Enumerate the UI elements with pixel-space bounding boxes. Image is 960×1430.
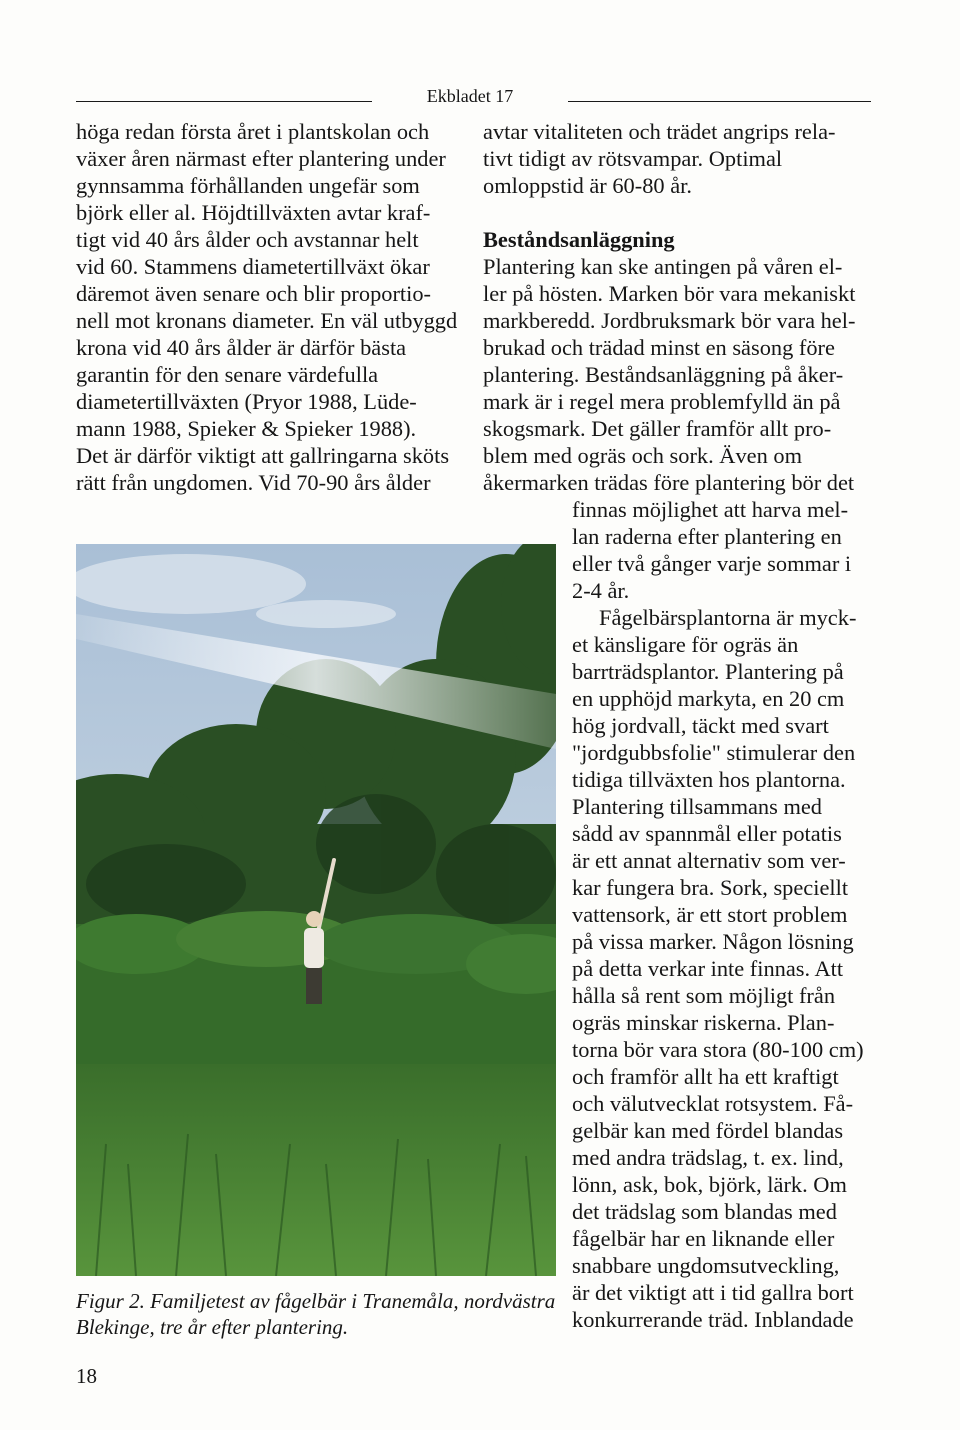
body-line: hög jordvall, täckt med svart: [572, 713, 829, 738]
body-line: gynnsamma förhållanden ungefär som: [76, 173, 420, 198]
body-line: ler på hösten. Marken bör vara mekaniskt: [483, 281, 856, 306]
body-line: finnas möjlighet att harva mel-: [572, 497, 849, 522]
body-line: fågelbär har en liknande eller: [572, 1226, 835, 1251]
left-column: [76, 118, 461, 496]
body-line: ogräs minskar riskerna. Plan-: [572, 1010, 835, 1035]
body-line: konkurrerande träd. Inblandade: [572, 1307, 854, 1332]
right-column-narrow: [572, 496, 872, 1333]
body-line: växer åren närmast efter plantering under: [76, 146, 446, 171]
body-line: med andra trädslag, t. ex. lind,: [572, 1145, 844, 1170]
running-head: Ekbladet 17: [426, 86, 514, 106]
body-line: är ett annat alternativ som ver-: [572, 848, 846, 873]
right-column: [483, 118, 873, 496]
body-line: däremot även senare och blir proportio-: [76, 281, 432, 306]
body-line: Det är därför viktigt att gallringarna sköts: [76, 443, 450, 468]
caption-line: Blekinge, tre år efter plantering.: [76, 1315, 349, 1339]
body-line: lönn, ask, bok, björk, lärk. Om: [572, 1172, 847, 1197]
body-line: vattensork, är ett stort problem: [572, 902, 848, 927]
body-line: omloppstid är 60-80 år.: [483, 173, 692, 198]
body-line: plantering. Beståndsanläggning på åker-: [483, 362, 844, 387]
figure-caption: [76, 1288, 556, 1340]
body-line: och framför allt ha ett kraftigt: [572, 1064, 839, 1089]
body-line: avtar vitaliteten och trädet angrips rela-: [483, 119, 836, 144]
body-line: mann 1988, Spieker & Spieker 1988).: [76, 416, 417, 441]
body-line: en upphöjd markyta, en 20 cm: [572, 686, 845, 711]
body-line: lan raderna efter plantering en: [572, 524, 842, 549]
body-line: på vissa marker. Någon lösning: [572, 929, 854, 954]
body-line: et känsligare för ogräs än: [572, 632, 799, 657]
body-line: mark är i regel mera problemfylld än på: [483, 389, 841, 414]
body-line: skogsmark. Det gäller framför allt pro-: [483, 416, 832, 441]
body-line: det trädslag som blandas med: [572, 1199, 837, 1224]
body-line: blem med ogräs och sork. Även om: [483, 443, 803, 468]
body-line: är det viktigt att i tid gallra bort: [572, 1280, 854, 1305]
body-line: Fågelbärsplantorna är myck-: [599, 605, 857, 630]
body-line: tivt tidigt av rötsvampar. Optimal: [483, 146, 783, 171]
body-line: björk eller al. Höjdtillväxten avtar kraf-: [76, 200, 431, 225]
grass: [76, 1064, 556, 1276]
body-line: eller två gånger varje sommar i: [572, 551, 852, 576]
body-line: "jordgubbsfolie" stimulerar den: [572, 740, 856, 765]
body-line: markberedd. Jordbruksmark bör vara hel-: [483, 308, 856, 333]
body-line: vid 60. Stammens diametertillväxt ökar: [76, 254, 430, 279]
section-heading: Beståndsanläggning: [483, 227, 675, 252]
body-line: garantin för den senare värdefulla: [76, 362, 379, 387]
header-rule-left: [76, 101, 372, 102]
body-line: hålla så rent som möjligt från: [572, 983, 836, 1008]
body-line: Plantering tillsammans med: [572, 794, 822, 819]
header-rule-right: [568, 101, 871, 102]
body-line: 2-4 år.: [572, 578, 630, 603]
body-line: gelbär kan med fördel blandas: [572, 1118, 844, 1143]
body-line: torna bör vara stora (80-100 cm): [572, 1037, 864, 1062]
body-line: kar fungera bra. Sork, speciellt: [572, 875, 849, 900]
body-line: tigt vid 40 års ålder och avstannar helt: [76, 227, 419, 252]
caption-line: Figur 2. Familjetest av fågelbär i Tranemåla, nordvästra: [76, 1289, 556, 1313]
figure-photo: [76, 544, 556, 1276]
body-line: åkermarken trädas före plantering bör det: [483, 470, 855, 495]
body-line: Plantering kan ske antingen på våren el-: [483, 254, 843, 279]
body-line: barrträdsplantor. Plantering på: [572, 659, 844, 684]
body-line: tidiga tillväxten hos plantorna.: [572, 767, 846, 792]
body-line: krona vid 40 års ålder är därför bästa: [76, 335, 407, 360]
body-line: brukad och trädad minst en säsong före: [483, 335, 835, 360]
body-line: snabbare ungdomsutveckling,: [572, 1253, 840, 1278]
body-line: nell mot kronans diameter. En väl utbyggd: [76, 308, 458, 333]
body-line: höga redan första året i plantskolan och: [76, 119, 430, 144]
body-line: sådd av spannmål eller potatis: [572, 821, 842, 846]
page-number: 18: [76, 1364, 97, 1388]
body-line: på detta verkar inte finnas. Att: [572, 956, 844, 981]
body-line: och välutvecklat rotsystem. Få-: [572, 1091, 854, 1116]
body-line: diametertillväxten (Pryor 1988, Lüde-: [76, 389, 417, 414]
body-line: rätt från ungdomen. Vid 70-90 års ålder: [76, 470, 431, 495]
